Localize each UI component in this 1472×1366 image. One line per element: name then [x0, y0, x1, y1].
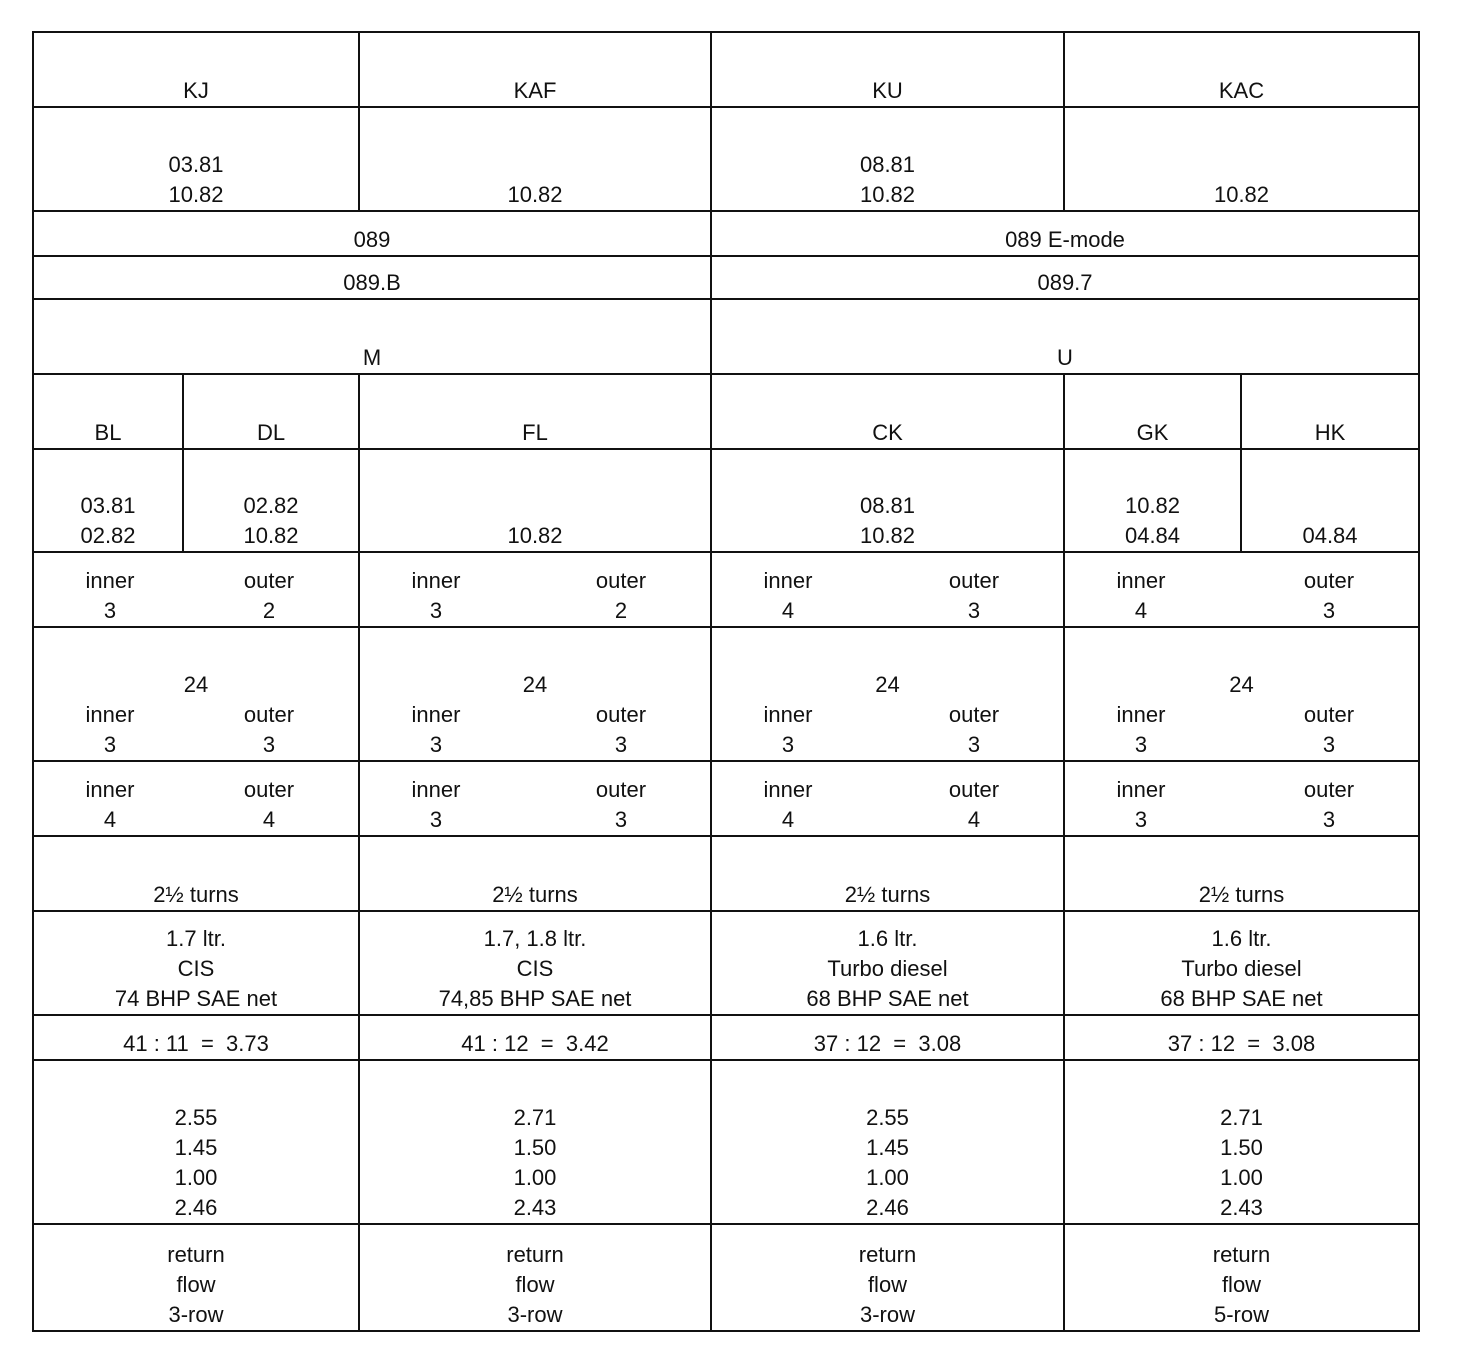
sub-code-cell: FL — [359, 374, 711, 449]
gear-ratio-cell: 2.71 1.50 1.00 2.43 — [1064, 1060, 1419, 1224]
sub-date-cell: 03.81 02.82 — [33, 449, 183, 552]
turns-cell: 2½ turns — [33, 836, 359, 911]
code-date-row — [33, 107, 1419, 211]
sub-date-cell: 04.84 — [1241, 449, 1419, 552]
sub-date-cell: 10.82 04.84 — [1064, 449, 1241, 552]
gear-ratio-row — [33, 1060, 1419, 1224]
turns-row — [33, 836, 1419, 911]
date-cell: 10.82 — [1064, 107, 1419, 211]
code-cell: KAC — [1064, 32, 1419, 107]
final-drive-row — [33, 1015, 1419, 1060]
gear-ratio-cell: 2.71 1.50 1.00 2.43 — [359, 1060, 711, 1224]
sub-code-cell: DL — [183, 374, 359, 449]
code-cell: KU — [711, 32, 1064, 107]
date-cell: 10.82 — [359, 107, 711, 211]
sub-code-row — [33, 374, 1419, 449]
inner-outer-cell: inner 4 outer 3 — [711, 552, 1064, 627]
engine-row — [33, 911, 1419, 1015]
sub-code-cell: HK — [1241, 374, 1419, 449]
turns-cell: 2½ turns — [711, 836, 1064, 911]
sub-date-cell: 08.81 10.82 — [711, 449, 1064, 552]
cooler-cell: return flow 3-row — [711, 1224, 1064, 1331]
version-cell: 089.B — [33, 256, 711, 299]
engine-cell: 1.6 ltr. Turbo diesel 68 BHP SAE net — [1064, 911, 1419, 1015]
engine-cell: 1.6 ltr. Turbo diesel 68 BHP SAE net — [711, 911, 1064, 1015]
date-cell: 08.81 10.82 — [711, 107, 1064, 211]
inner-outer-cell: inner 4 outer 4 — [33, 761, 359, 836]
transmission-cell: 089 — [33, 211, 711, 256]
turns-cell: 2½ turns — [359, 836, 711, 911]
inner-outer-cell: inner 3 outer 3 — [359, 761, 711, 836]
transmission-row — [33, 211, 1419, 256]
inner-outer-row-c — [33, 761, 1419, 836]
inner-outer-cell: 24 inner 3 outer 3 — [711, 627, 1064, 761]
inner-outer-cell: 24 inner 3 outer 3 — [33, 627, 359, 761]
sub-date-cell: 02.82 10.82 — [183, 449, 359, 552]
sub-date-cell: 10.82 — [359, 449, 711, 552]
final-drive-cell: 37 : 12 = 3.08 — [1064, 1015, 1419, 1060]
turns-cell: 2½ turns — [1064, 836, 1419, 911]
version-row — [33, 256, 1419, 299]
sub-code-cell: BL — [33, 374, 183, 449]
final-drive-cell: 41 : 12 = 3.42 — [359, 1015, 711, 1060]
inner-outer-row-a — [33, 552, 1419, 627]
sub-date-row — [33, 449, 1419, 552]
engine-cell: 1.7, 1.8 ltr. CIS 74,85 BHP SAE net — [359, 911, 711, 1015]
code-cell: KJ — [33, 32, 359, 107]
inner-outer-cell: inner 4 outer 3 — [1064, 552, 1419, 627]
inner-outer-cell: 24 inner 3 outer 3 — [1064, 627, 1419, 761]
cooler-cell: return flow 5-row — [1064, 1224, 1419, 1331]
date-cell: 03.81 10.82 — [33, 107, 359, 211]
inner-outer-cell: inner 3 outer 3 — [1064, 761, 1419, 836]
code-cell: KAF — [359, 32, 711, 107]
type-group-cell: U — [711, 299, 1419, 374]
inner-outer-cell: inner 3 outer 2 — [33, 552, 359, 627]
transmission-cell: 089 E-mode — [711, 211, 1419, 256]
cooler-row — [33, 1224, 1419, 1331]
final-drive-cell: 41 : 11 = 3.73 — [33, 1015, 359, 1060]
engine-cell: 1.7 ltr. CIS 74 BHP SAE net — [33, 911, 359, 1015]
inner-outer-cell: 24 inner 3 outer 3 — [359, 627, 711, 761]
gear-ratio-cell: 2.55 1.45 1.00 2.46 — [33, 1060, 359, 1224]
sub-code-cell: GK — [1064, 374, 1241, 449]
inner-outer-cell: inner 3 outer 2 — [359, 552, 711, 627]
gear-ratio-cell: 2.55 1.45 1.00 2.46 — [711, 1060, 1064, 1224]
version-cell: 089.7 — [711, 256, 1419, 299]
type-group-row — [33, 299, 1419, 374]
sub-code-cell: CK — [711, 374, 1064, 449]
inner-outer-row-b — [33, 627, 1419, 761]
type-group-cell: M — [33, 299, 711, 374]
cooler-cell: return flow 3-row — [359, 1224, 711, 1331]
transmission-spec-table — [32, 31, 1420, 1332]
code-row — [33, 32, 1419, 107]
cooler-cell: return flow 3-row — [33, 1224, 359, 1331]
inner-outer-cell: inner 4 outer 4 — [711, 761, 1064, 836]
final-drive-cell: 37 : 12 = 3.08 — [711, 1015, 1064, 1060]
